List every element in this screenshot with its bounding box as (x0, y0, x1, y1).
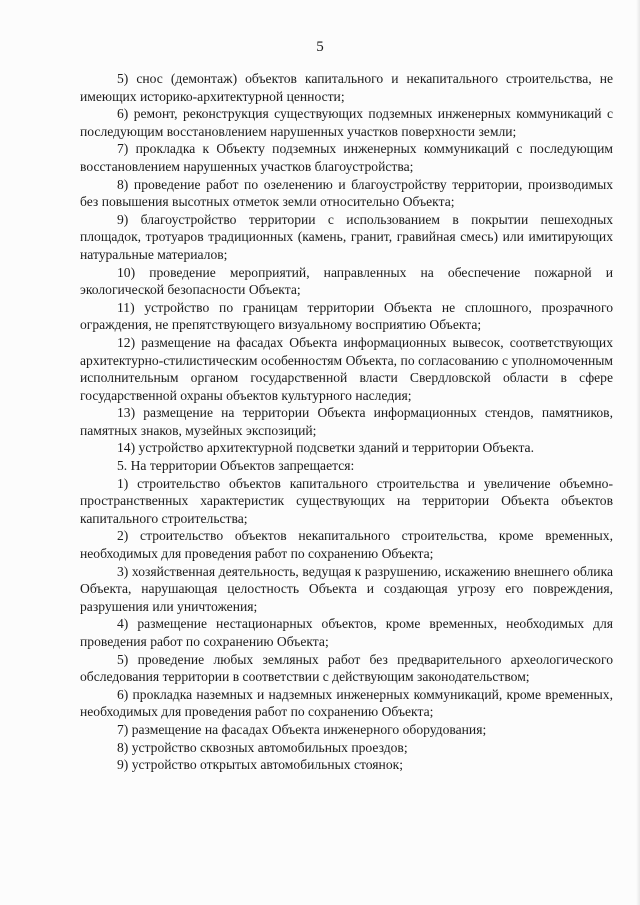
paragraph: 9) благоустройство территории с использованием в покрытии пешеходных площадок, тротуаров традиционных (камень, гранит, гравийная смесь) или имитирующих натуральные материалов; (80, 211, 613, 262)
paragraph: 5) снос (демонтаж) объектов капитального и некапитального строительства, не имеющих историко-архитектурной ценности; (80, 71, 613, 104)
paragraph: 10) проведение мероприятий, направленных на обеспечение пожарной и экологической безопасности Объекта; (80, 264, 613, 298)
scan-edge-shadow (636, 0, 640, 905)
paragraph: 6) ремонт, реконструкция существующих подземных инженерных коммуникаций с последующим восстановлением нарушенных участков поверхности земли; (80, 106, 613, 139)
paragraph: 11) устройство по границам территории Объекта не сплошного, прозрачного ограждения, не препятствующего визуальному восприятию Объекта; (80, 299, 613, 333)
paragraph: 4) размещение нестационарных объектов, кроме временных, необходимых для проведения работ по сохранению Объекта; (80, 616, 613, 649)
paragraph: 7) прокладка к Объекту подземных инженерных коммуникаций с последующим восстановлением нарушенных участков благоустройства; (80, 141, 613, 174)
paragraph: 7) размещение на фасадах Объекта инженерного оборудования; (117, 721, 487, 737)
paragraph: 12) размещение на фасадах Объекта информационных вывесок, соответствующих архитектурно-стилистическим особенностям Объекта, по согласованию с уполномоченным исполнительным органом государственной власти Свердловской области в сфере государственной охраны объектов культурного наследия; (80, 334, 613, 403)
document-body (80, 70, 613, 774)
page-number: 5 (316, 39, 324, 55)
paragraph: 8) проведение работ по озеленению и благоустройству территории, производимых без повышения высотных отметок земли относительно Объекта; (80, 176, 613, 210)
paragraph: 6) прокладка наземных и надземных инженерных коммуникаций, кроме временных, необходимых для проведения работ по сохранению Объекта; (80, 686, 613, 720)
paragraph: 3) хозяйственная деятельность, ведущая к разрушению, искажению внешнего облика Объекта, нарушающая целостность Объекта и создающая угрозу его повреждения, разрушения или уничтожения; (80, 563, 613, 614)
paragraph: 1) строительство объектов капитального строительства и увеличение объемно-пространственных характеристик существующих на территории Объекта объектов капитального строительства; (80, 475, 613, 526)
paragraph: 2) строительство объектов некапитального строительства, кроме временных, необходимых для проведения работ по сохранению Объекта; (80, 528, 613, 562)
paragraph: 14) устройство архитектурной подсветки зданий и территории Объекта. (117, 440, 534, 456)
paragraph: 13) размещение на территории Объекта информационных стендов, памятников, памятных знаков, музейных экспозиций; (80, 405, 613, 438)
paragraph: 8) устройство сквозных автомобильных проездов; (117, 739, 408, 755)
paragraph: 5) проведение любых земляных работ без предварительного археологического обследования территории в соответствии с действующим законодательством; (80, 651, 613, 685)
paragraph: 9) устройство открытых автомобильных стоянок; (117, 757, 404, 773)
section-heading: 5. На территории Объектов запрещается: (117, 458, 355, 474)
